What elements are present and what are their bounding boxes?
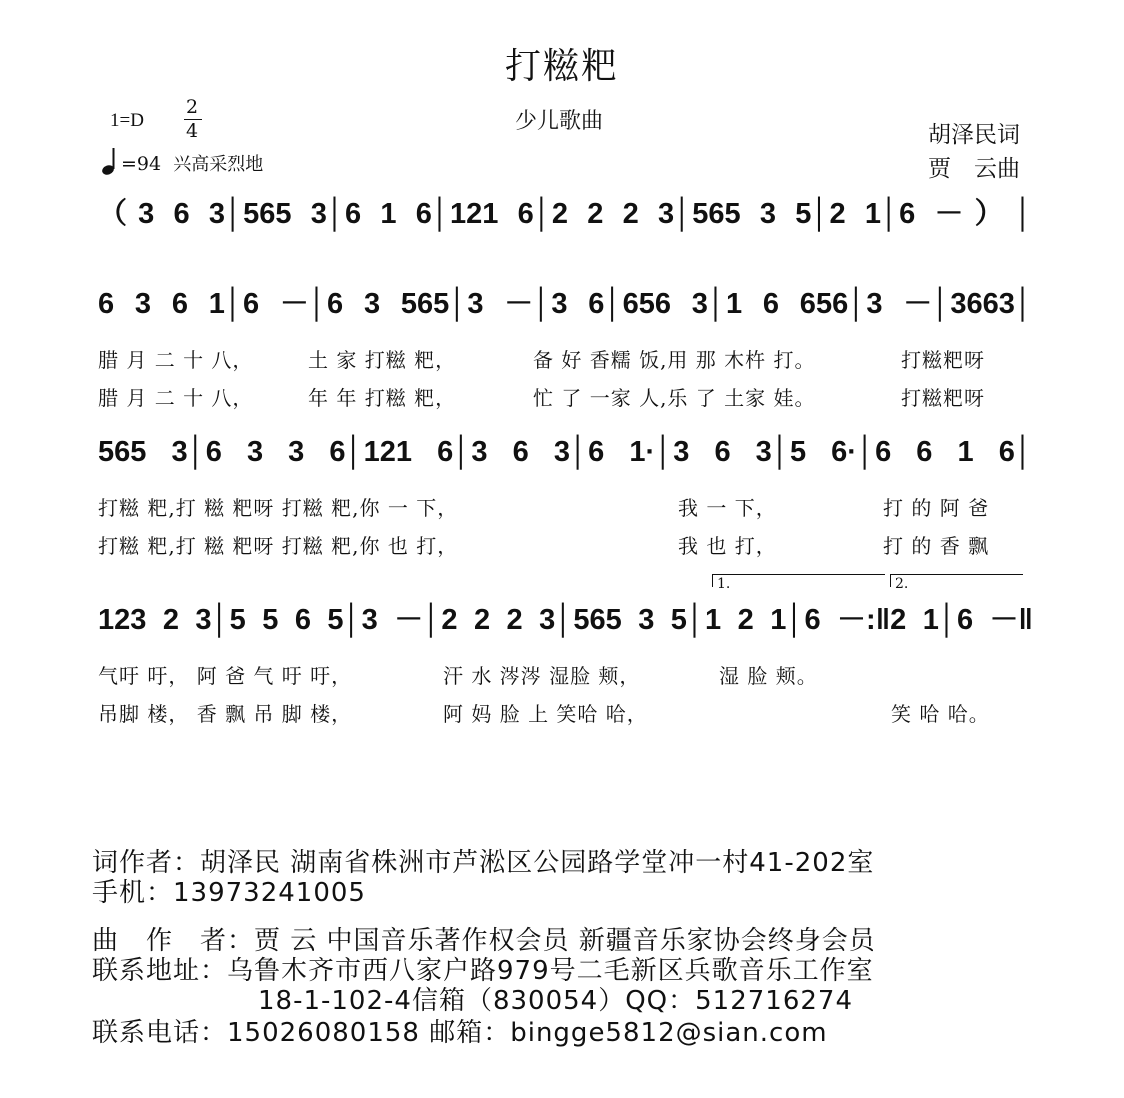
composer-credit: 贾 云曲 [928, 156, 1020, 182]
lyric-segment: 笑 哈 哈。 [891, 702, 990, 726]
lyricist-contact: 词作者：胡泽民 湖南省株洲市芦淞区公园路学堂冲一村41-202室 [92, 848, 875, 878]
lyric-segment: 腊 月 二 十 八， [98, 348, 254, 372]
lyric-segment: 腊 月 二 十 八， [98, 386, 254, 410]
lyric-segment: 年 年 打糍 粑， [308, 386, 457, 410]
composer-mailbox: 18-1-102-4信箱（830054）QQ：512716274 [258, 986, 853, 1016]
lyric-line-6 [98, 698, 1023, 727]
first-ending-bracket [712, 574, 885, 587]
time-signature-top: 2 [186, 96, 199, 118]
lyric-segment: 打 的 香 飘 [883, 534, 990, 558]
notation-line-3 [98, 434, 1033, 494]
time-signature-bottom: 4 [186, 120, 199, 142]
lyric-segment: 气吁 吁， 阿 爸 气 吁 吁， [98, 664, 353, 688]
second-ending-label: 2. [895, 576, 909, 592]
lyricist-credit: 胡泽民词 [928, 122, 1020, 148]
lyric-line-5 [98, 660, 1023, 689]
tempo-value: =94 [121, 153, 162, 175]
lyric-line-3 [98, 492, 1023, 521]
lyric-segment: 打糍 粑,打 糍 粑呀 打糍 粑,你 一 下， [98, 496, 459, 520]
lyric-segment: 忙 了 一家 人,乐 了 土家 娃。 [533, 386, 816, 410]
notation-line-1-notes: （3 6 3│565 3│6 1 6│121 6│2 2 2 3│565 3 5│2 1│6 －）│ [98, 198, 1033, 230]
subtitle: 少儿歌曲 [515, 109, 604, 134]
key-signature: 1=D [110, 110, 144, 131]
notation-line-1 [98, 196, 1033, 256]
lyric-segment: 我 一 下， [678, 496, 777, 520]
lyric-line-2 [98, 382, 1023, 411]
lyric-line-1 [98, 344, 1023, 373]
first-ending-label: 1. [717, 576, 731, 592]
lyric-segment: 我 也 打， [678, 534, 777, 558]
lyric-segment: 汗 水 涔涔 湿脸 颊， [443, 664, 641, 688]
composer-phone-email: 联系电话：15026080158 邮箱：bingge5812@sian.com [92, 1018, 828, 1048]
lyric-segment: 湿 脸 颊。 [719, 664, 818, 688]
lyric-segment: 土 家 打糍 粑， [308, 348, 457, 372]
lyric-segment: 打糍粑呀 [901, 386, 985, 410]
lyric-segment: 备 好 香糯 饭,用 那 木杵 打。 [533, 348, 816, 372]
tempo-marking [102, 146, 263, 176]
lyric-line-4 [98, 530, 1023, 559]
notation-line-2 [98, 286, 1033, 346]
notation-line-2-notes: 6 3 6 1│6 －│6 3 565│3 －│3 6│656 3│1 6 656│3 －│3663│ [98, 288, 1033, 320]
lyric-segment: 阿 妈 脸 上 笑哈 哈， [443, 702, 648, 726]
notation-line-4 [98, 602, 1033, 662]
lyric-segment: 打糍粑呀 [901, 348, 985, 372]
page-title: 打糍粑 [504, 46, 619, 87]
composer-address: 联系地址：乌鲁木齐市西八家户路979号二毛新区兵歌音乐工作室 [92, 956, 874, 986]
lyric-segment: 打糍 粑,打 糍 粑呀 打糍 粑,你 也 打， [98, 534, 459, 558]
lyric-segment: 打 的 阿 爸 [883, 496, 990, 520]
notation-line-3-notes: 565 3│6 3 3 6│121 6│3 6 3│6 1·│3 6 3│5 6·│6 6 1 6│ [98, 436, 1033, 468]
lyric-segment: 吊脚 楼， 香 飘 吊 脚 楼， [98, 702, 353, 726]
lyricist-phone: 手机：13973241005 [92, 878, 366, 908]
composer-info: 曲 作 者：贾 云 中国音乐著作权会员 新疆音乐家协会终身会员 [92, 926, 876, 956]
second-ending-bracket [890, 574, 1023, 587]
expression-marking: 兴高采烈地 [173, 154, 264, 175]
quarter-note-icon [102, 146, 118, 176]
notation-line-4-notes: 123 2 3│5 5 6 5│3 －│2 2 2 3│565 3 5│1 2 1│6 －:‖2 1│6 －‖ [98, 604, 1033, 636]
